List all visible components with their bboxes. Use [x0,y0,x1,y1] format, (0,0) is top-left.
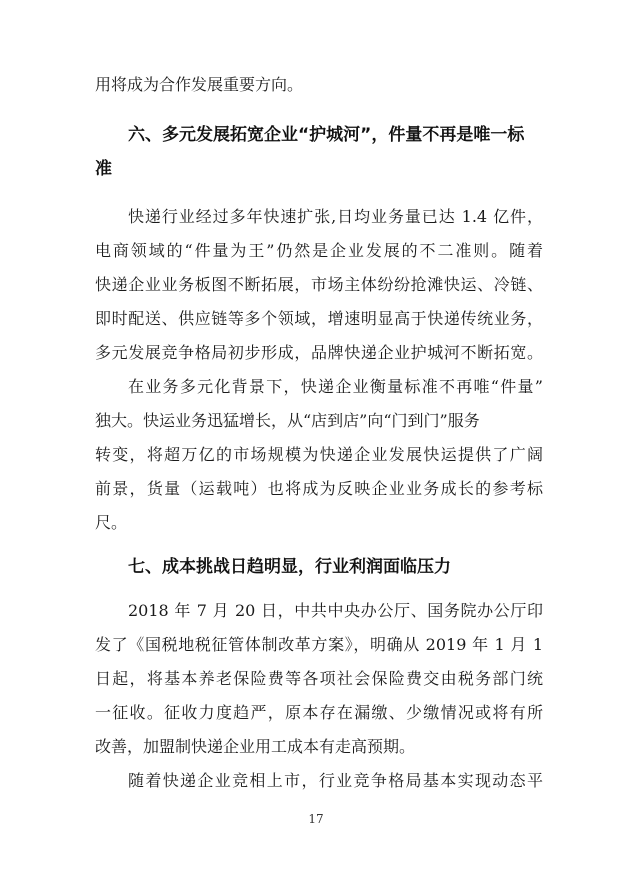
section7-para1-line3: 日起，将基本养老保险费等各项社会保险费交由税务部门统 [95,669,543,688]
page-number: 17 [308,812,324,826]
section6-para2-line5: 尺。 [95,513,128,532]
section7-para1-line1: 2018 年 7 月 20 日，中共中央办公厅、国务院办公厅印 [128,601,543,620]
section6-para1-line3: 快递企业业务板图不断拓展，市场主体纷纷抢滩快运、冷链、 [95,275,543,294]
section6-para2-line2: 独大。快运业务迅猛增长，从“店到店”向“门到门”服务 [95,411,480,430]
section7-heading: 七、成本挑战日趋明显，行业利润面临压力 [128,557,451,577]
section6-para1-line1: 快递行业经过多年快速扩张,日均业务量已达 1.4 亿件， [128,207,543,226]
section6-para2-line4: 前景，货量（运载吨）也将成为反映企业业务成长的参考标 [95,479,543,498]
section7-para1-line4: 一征收。征收力度趋严，原本存在漏缴、少缴情况或将有所 [95,703,543,722]
section7-para1-line5: 改善，加盟制快递企业用工成本有走高预期。 [95,737,416,756]
intro-line: 用将成为合作发展重要方向。 [95,75,304,94]
section6-para2-line1: 在业务多元化背景下，快递企业衡量标准不再唯“件量” [128,377,543,396]
section6-para2-line3: 转变，将超万亿的市场规模为快递企业发展快运提供了广阔 [95,445,543,464]
section6-heading-line1: 六、多元发展拓宽企业“护城河”，件量不再是唯一标 [128,125,525,145]
section6-para1-line4: 即时配送、供应链等多个领域，增速明显高于快递传统业务， [95,309,543,328]
section7-para2-line1: 随着快递企业竞相上市，行业竞争格局基本实现动态平 [128,771,543,790]
section6-heading-line2: 准 [95,159,112,179]
section6-para1-line2: 电商领域的“件量为王”仍然是企业发展的不二准则。随着 [95,241,543,260]
section6-para1-line5: 多元发展竞争格局初步形成，品牌快递企业护城河不断拓宽。 [95,343,543,362]
section7-para1-line2: 发了《国税地税征管体制改革方案》，明确从 2019 年 1 月 1 [95,635,543,654]
